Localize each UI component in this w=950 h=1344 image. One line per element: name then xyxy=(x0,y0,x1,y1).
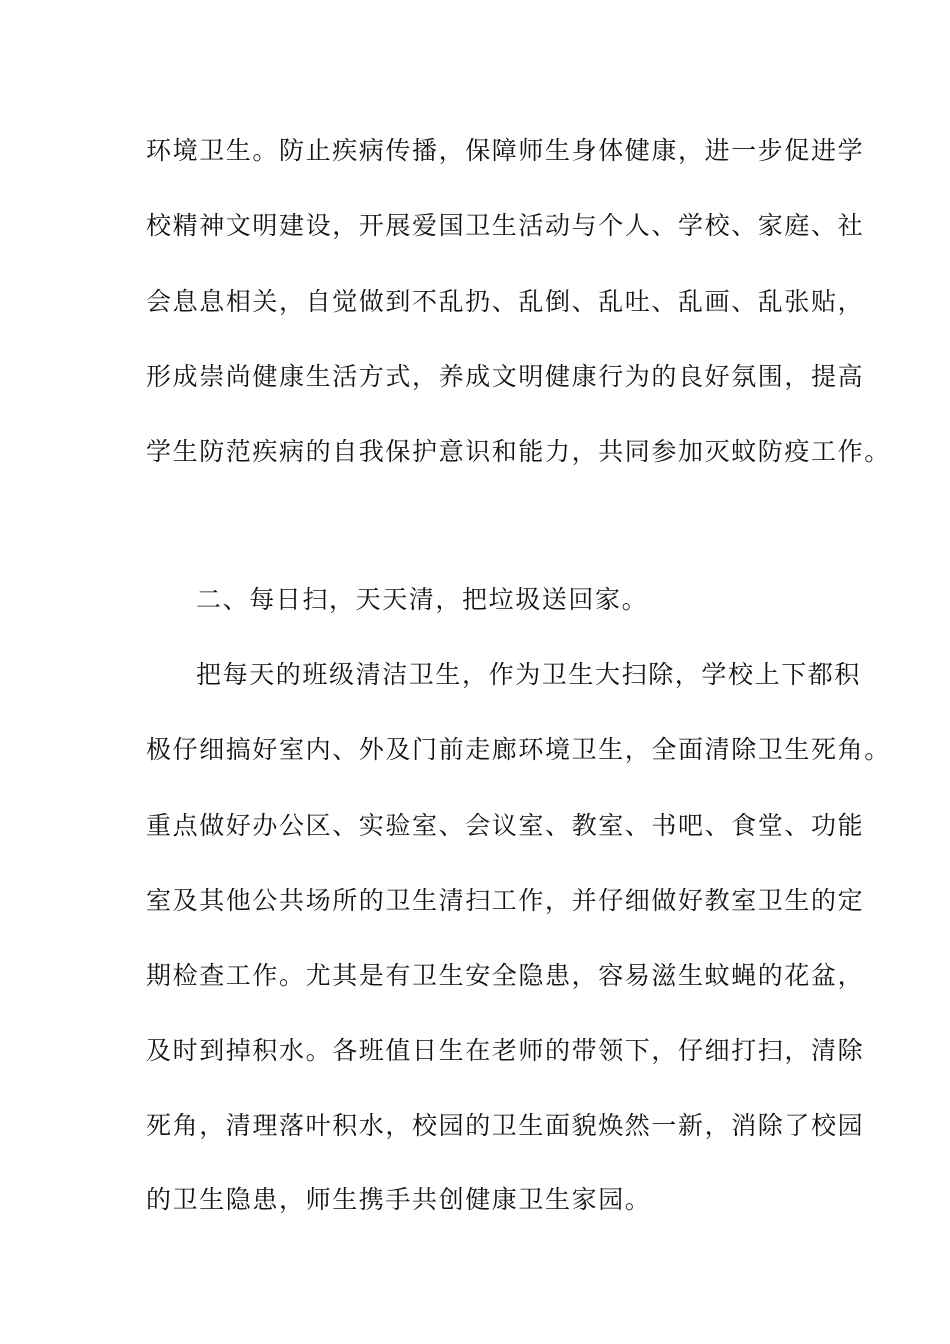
paragraph-line: 极仔细搞好室内、外及门前走廊环境卫生，全面清除卫生死角。 xyxy=(146,735,891,764)
paragraph-line: 校精神文明建设，开展爱国卫生活动与个人、学校、家庭、社 xyxy=(146,211,865,240)
paragraph-line: 的卫生隐患，师生携手共创健康卫生家园。 xyxy=(146,1185,652,1214)
paragraph-line: 把每天的班级清洁卫生，作为卫生大扫除，学校上下都积 xyxy=(196,660,862,689)
paragraph-line: 学生防范疾病的自我保护意识和能力，共同参加灭蚊防疫工作。 xyxy=(146,437,891,466)
paragraph-line: 室及其他公共场所的卫生清扫工作，并仔细做好教室卫生的定 xyxy=(146,886,865,915)
paragraph-line: 形成崇尚健康生活方式，养成文明健康行为的良好氛围，提高 xyxy=(146,362,865,391)
paragraph-line: 及时到掉积水。各班值日生在老师的带领下，仔细打扫，清除 xyxy=(146,1036,865,1065)
paragraph-line: 期检查工作。尤其是有卫生安全隐患，容易滋生蚊蝇的花盆， xyxy=(146,961,865,990)
paragraph-line: 重点做好办公区、实验室、会议室、教室、书吧、食堂、功能 xyxy=(146,811,865,840)
paragraph-line: 死角，清理落叶积水，校园的卫生面貌焕然一新，消除了校园 xyxy=(146,1111,865,1140)
paragraph-line: 会息息相关，自觉做到不乱扔、乱倒、乱吐、乱画、乱张贴， xyxy=(146,287,865,316)
section-heading: 二、每日扫，天天清，把垃圾送回家。 xyxy=(196,585,649,614)
paragraph-line: 环境卫生。防止疾病传播，保障师生身体健康，进一步促进学 xyxy=(146,136,865,165)
